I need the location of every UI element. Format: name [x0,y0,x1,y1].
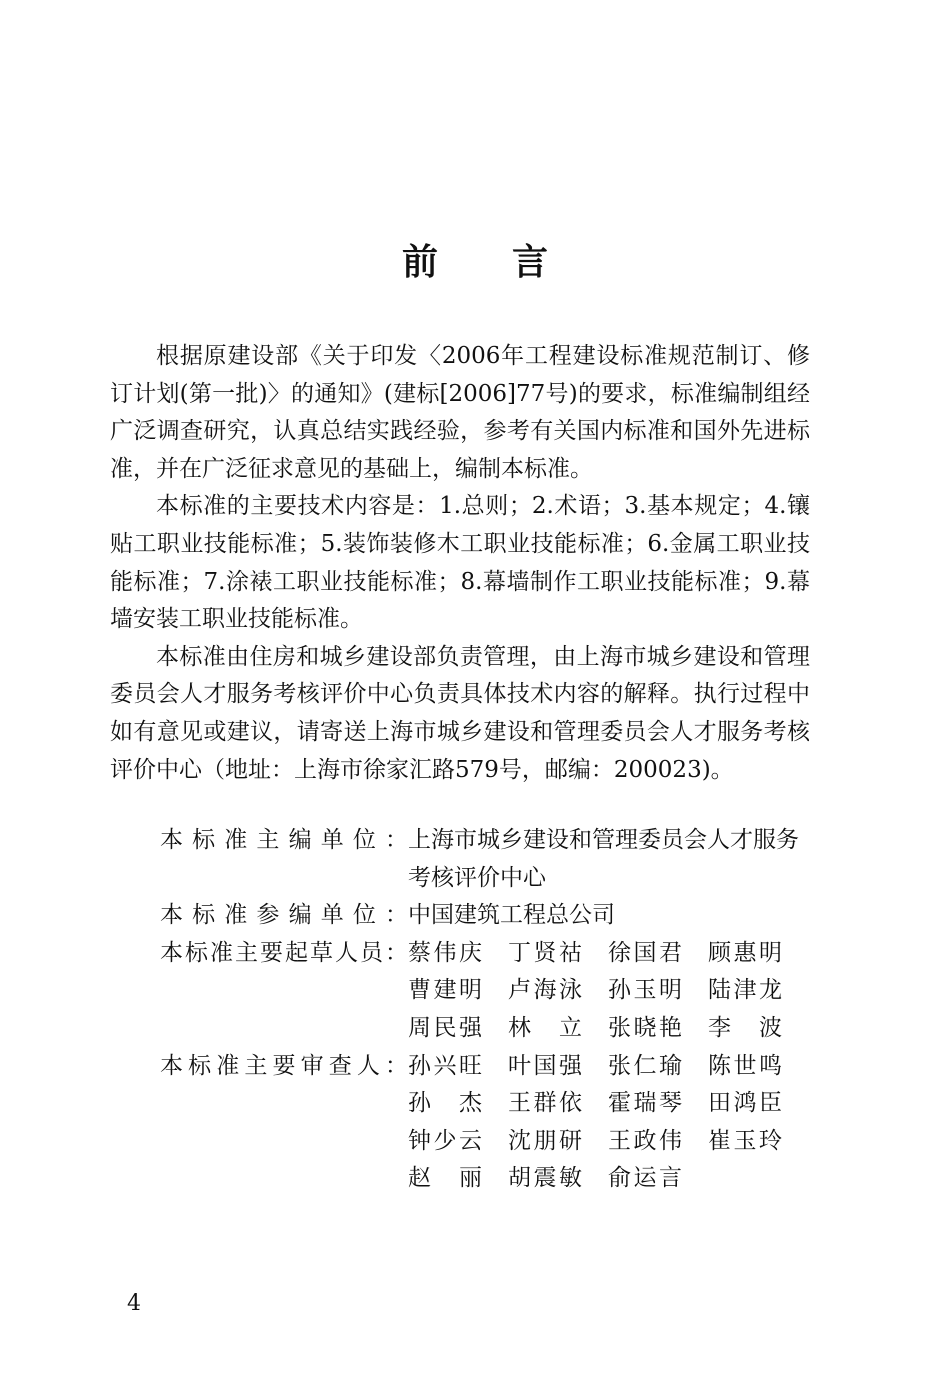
drafter-name: 陆津龙 [708,977,782,1004]
reviewer-name: 崔玉玲 [708,1127,782,1154]
participating-label: 本标准参编单位： [160,902,408,929]
drafter-name: 周民强 [408,1014,482,1041]
reviewer-name: 沈朋研 [508,1127,582,1154]
reviewers-row [160,1048,820,1198]
reviewer-name: 胡震敏 [508,1165,582,1192]
reviewer-name: 霍瑞琴 [608,1090,682,1117]
preface-body [110,338,810,789]
reviewer-name: 王群依 [508,1090,582,1117]
reviewer-name: 赵丽 [408,1165,482,1192]
drafter-name: 徐国君 [608,939,682,966]
drafter-name: 丁贤祜 [508,939,582,966]
chief-editor-label: 本标准主编单位： [160,827,408,853]
participating-row [160,897,820,935]
reviewer-name: 陈世鸣 [708,1052,782,1079]
reviewers-list [408,1048,808,1198]
chief-editor-value: 上海市城乡建设和管理委员会人才服务考核评价中心 [408,827,799,891]
chief-editor-row [160,822,820,897]
reviewer-name: 王政伟 [608,1127,682,1154]
drafter-name: 张晓艳 [608,1014,682,1041]
drafter-name: 李波 [708,1014,782,1041]
drafter-name: 曹建明 [408,977,482,1004]
drafters-row [160,935,820,1048]
page-title: 前言 [401,241,622,283]
credits-section [160,822,820,1198]
drafter-name: 顾惠明 [708,939,782,966]
participating-value: 中国建筑工程总公司 [408,902,615,929]
drafter-name: 卢海泳 [508,977,582,1004]
reviewers-label: 本标准主要审查人： [160,1052,408,1079]
paragraph-background: 根据原建设部《关于印发〈2006年工程建设标准规范制订、修订计划(第一批)〉的通知》(建标[2006]77号)的要求，标准编制组经广泛调查研究，认真总结实践经验，参考有关国内标准和国外先进标准，并在广泛征求意见的基础上，编制本标准。 [110,343,810,482]
drafter-name: 孙玉明 [608,977,682,1004]
reviewer-name: 孙杰 [408,1090,482,1117]
drafters-list [408,935,808,1048]
reviewer-name: 张仁瑜 [608,1052,682,1079]
paragraph-contents: 本标准的主要技术内容是：1.总则；2.术语；3.基本规定；4.镶贴工职业技能标准；5.装饰装修木工职业技能标准；6.金属工职业技能标准；7.涂裱工职业技能标准；8.幕墙制作工职业技能标准；9.幕墙安装工职业技能标准。 [110,493,810,633]
reviewer-name: 钟少云 [408,1127,482,1154]
reviewer-name: 俞运言 [608,1165,682,1192]
drafter-name: 蔡伟庆 [408,939,482,966]
drafter-name: 林立 [508,1014,582,1041]
page-number: 4 [127,1291,141,1316]
reviewer-name: 叶国强 [508,1052,582,1079]
drafters-label: 本标准主要起草人员： [160,939,408,966]
reviewer-name: 田鸿臣 [708,1090,782,1117]
paragraph-management: 本标准由住房和城乡建设部负责管理，由上海市城乡建设和管理委员会人才服务考核评价中心负责具体技术内容的解释。执行过程中如有意见或建议，请寄送上海市城乡建设和管理委员会人才服务考核评价中心（地址：上海市徐家汇路579号，邮编：200023)。 [110,643,810,783]
reviewer-name: 孙兴旺 [408,1052,482,1079]
